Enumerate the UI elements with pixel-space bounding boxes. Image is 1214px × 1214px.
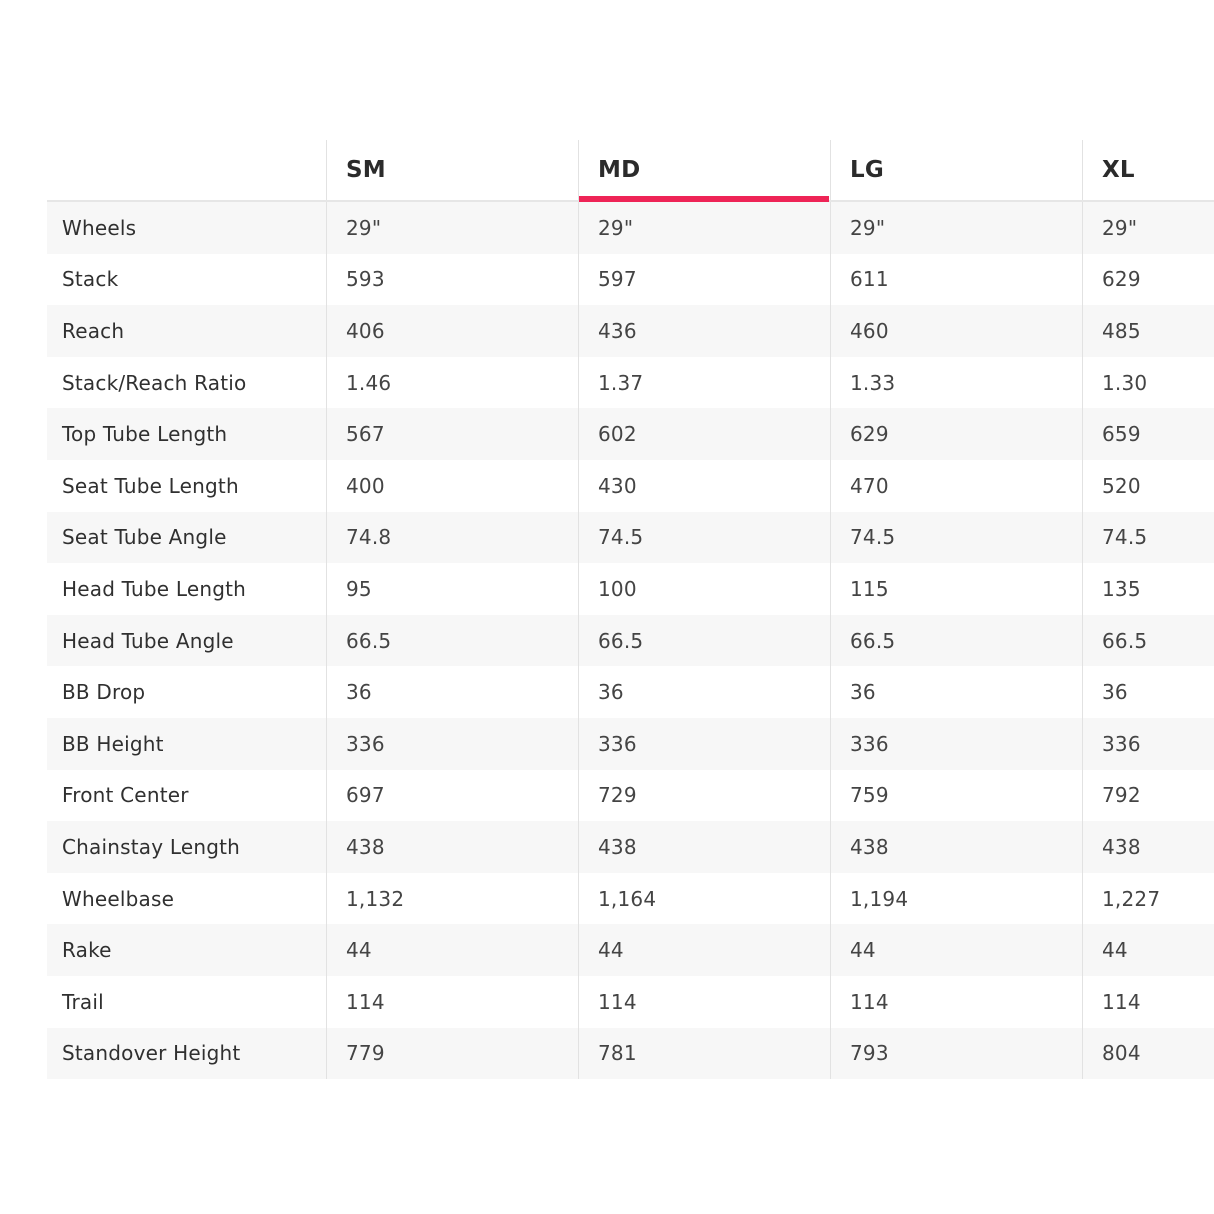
row-label: Stack/Reach Ratio	[62, 370, 247, 395]
row-label: Head Tube Angle	[62, 628, 234, 653]
table-row	[47, 924, 1214, 976]
row-label: Front Center	[62, 783, 189, 808]
row-label: Head Tube Length	[62, 576, 247, 601]
table-cell: 1,164	[578, 873, 830, 925]
table-cell: 438	[578, 821, 830, 873]
table-cell: 336	[1082, 718, 1213, 770]
table-cell: 29"	[578, 202, 830, 254]
table-cell: 729	[578, 770, 830, 822]
row-label: Stack	[62, 267, 119, 292]
table-cell: 438	[1082, 821, 1213, 873]
row-label: BB Drop	[62, 680, 146, 705]
table-row	[47, 666, 1214, 718]
row-label: Standover Height	[62, 1041, 241, 1066]
table-cell: 629	[1082, 254, 1213, 306]
table-row	[47, 1028, 1214, 1080]
table-cell: 114	[326, 976, 578, 1028]
size-tab-md[interactable]: MD	[578, 140, 830, 200]
size-tab-xl[interactable]: XL	[1082, 140, 1213, 200]
table-cell: 406	[326, 305, 578, 357]
table-cell: 36	[1082, 666, 1213, 718]
table-row	[47, 254, 1214, 306]
table-cell: 438	[326, 821, 578, 873]
table-cell: 470	[830, 460, 1082, 512]
table-cell: 36	[830, 666, 1082, 718]
table-cell: 36	[578, 666, 830, 718]
table-cell: 781	[578, 1028, 830, 1080]
table-row	[47, 976, 1214, 1028]
table-cell: 336	[830, 718, 1082, 770]
table-cell: 602	[578, 408, 830, 460]
row-label: BB Height	[62, 731, 164, 756]
table-cell: 44	[1082, 924, 1213, 976]
table-row	[47, 408, 1214, 460]
row-label: Wheelbase	[62, 886, 175, 911]
table-cell: 74.5	[830, 512, 1082, 564]
table-cell: 114	[1082, 976, 1213, 1028]
table-cell: 779	[326, 1028, 578, 1080]
table-cell: 1,194	[830, 873, 1082, 925]
table-cell: 697	[326, 770, 578, 822]
table-row	[47, 718, 1214, 770]
table-cell: 1,132	[326, 873, 578, 925]
table-cell: 95	[326, 563, 578, 615]
table-cell: 115	[830, 563, 1082, 615]
table-header-row	[47, 140, 1214, 202]
table-cell: 29"	[1082, 202, 1213, 254]
table-row	[47, 357, 1214, 409]
table-row	[47, 873, 1214, 925]
geometry-table	[47, 140, 1214, 1079]
table-cell: 1.33	[830, 357, 1082, 409]
table-cell: 74.8	[326, 512, 578, 564]
table-row	[47, 460, 1214, 512]
table-cell: 114	[830, 976, 1082, 1028]
table-cell: 74.5	[578, 512, 830, 564]
header-empty-cell	[47, 140, 326, 200]
table-body	[47, 202, 1214, 1079]
table-cell: 593	[326, 254, 578, 306]
table-cell: 29"	[830, 202, 1082, 254]
table-row	[47, 615, 1214, 667]
table-cell: 759	[830, 770, 1082, 822]
table-cell: 36	[326, 666, 578, 718]
table-cell: 792	[1082, 770, 1213, 822]
row-label: Seat Tube Length	[62, 473, 239, 498]
table-cell: 100	[578, 563, 830, 615]
table-row	[47, 202, 1214, 254]
table-cell: 436	[578, 305, 830, 357]
table-cell: 29"	[326, 202, 578, 254]
row-label: Top Tube Length	[62, 422, 228, 447]
row-label: Chainstay Length	[62, 834, 241, 859]
row-label: Wheels	[62, 215, 137, 240]
table-cell: 66.5	[578, 615, 830, 667]
table-cell: 400	[326, 460, 578, 512]
table-cell: 44	[578, 924, 830, 976]
table-cell: 611	[830, 254, 1082, 306]
table-cell: 336	[578, 718, 830, 770]
table-cell: 135	[1082, 563, 1213, 615]
table-row	[47, 821, 1214, 873]
table-cell: 597	[578, 254, 830, 306]
table-cell: 66.5	[830, 615, 1082, 667]
table-cell: 44	[830, 924, 1082, 976]
row-label: Reach	[62, 318, 125, 343]
table-cell: 804	[1082, 1028, 1213, 1080]
table-cell: 438	[830, 821, 1082, 873]
table-cell: 66.5	[326, 615, 578, 667]
table-cell: 659	[1082, 408, 1213, 460]
table-cell: 1.30	[1082, 357, 1213, 409]
table-cell: 336	[326, 718, 578, 770]
table-cell: 1,227	[1082, 873, 1213, 925]
table-cell: 114	[578, 976, 830, 1028]
table-row	[47, 770, 1214, 822]
size-tab-sm[interactable]: SM	[326, 140, 578, 200]
table-cell: 1.37	[578, 357, 830, 409]
table-row	[47, 512, 1214, 564]
row-label: Rake	[62, 938, 112, 963]
table-cell: 793	[830, 1028, 1082, 1080]
row-label: Trail	[62, 989, 104, 1014]
table-cell: 430	[578, 460, 830, 512]
table-cell: 629	[830, 408, 1082, 460]
table-row	[47, 563, 1214, 615]
table-cell: 66.5	[1082, 615, 1213, 667]
table-cell: 520	[1082, 460, 1213, 512]
table-cell: 485	[1082, 305, 1213, 357]
table-cell: 44	[326, 924, 578, 976]
table-row	[47, 305, 1214, 357]
table-cell: 567	[326, 408, 578, 460]
table-cell: 460	[830, 305, 1082, 357]
table-cell: 1.46	[326, 357, 578, 409]
table-cell: 74.5	[1082, 512, 1213, 564]
size-tab-lg[interactable]: LG	[830, 140, 1082, 200]
row-label: Seat Tube Angle	[62, 525, 227, 550]
